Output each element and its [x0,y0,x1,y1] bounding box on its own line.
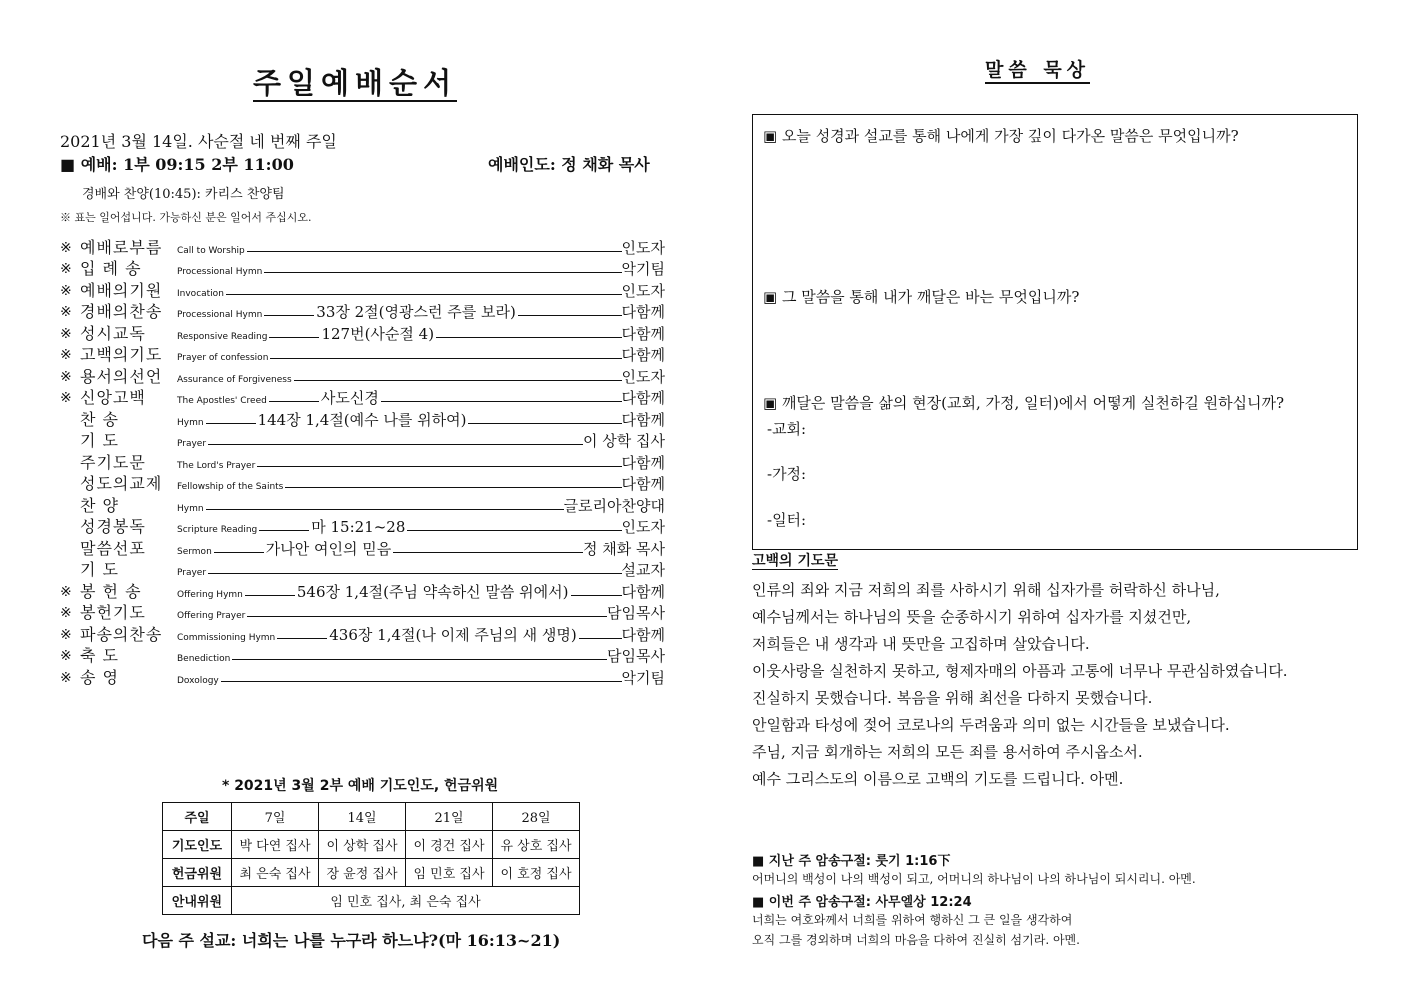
order-item-person: 인도자 [621,281,665,300]
leader-line [206,509,564,516]
order-item-person: 악기팀 [621,260,665,278]
worship-times: ■ 예배: 1부 09:15 2부 11:00 [60,155,294,174]
leader-line [264,302,621,322]
leader-line [247,251,622,258]
last-verse-text: 어머니의 백성이 나의 백성이 되고, 어머니의 하나님이 나의 하나님이 되시리니. 아멘. [752,872,1196,886]
date-line: 2021년 3월 14일. 사순절 네 번째 주일 [60,132,337,151]
table-row [163,831,580,859]
order-row [60,473,665,495]
order-item-person: 인도자 [621,238,665,257]
dotted-leader [208,444,583,445]
order-item-person: 담임목사 [607,604,665,622]
table-cell: 최 은숙 집사 [232,859,319,887]
dotted-leader [381,401,622,402]
leader-line [259,517,621,537]
table-header-cell: 14일 [319,803,406,831]
order-item-detail: 사도신경 [320,389,379,407]
leader-line [247,616,607,623]
order-item-english: Prayer [177,568,207,578]
order-item-person: 다함께 [621,303,665,321]
dotted-leader [245,595,295,596]
order-item-english: Fellowship of the Saints [177,482,284,492]
order-item-name: 봉 헌 송 [80,581,142,601]
order-item-person: 악기팀 [621,668,665,687]
order-row [60,236,665,258]
order-row [60,408,665,430]
table-cell: 임 민호 집사, 최 은숙 집사 [232,887,580,915]
dotted-leader [468,423,621,424]
standing-mark: ※ [60,583,72,600]
dotted-leader [264,272,621,273]
order-item-name: 찬 양 [80,495,119,515]
order-item-person: 다함께 [621,453,665,472]
dotted-leader [285,487,621,488]
order-item-english: Sermon [177,546,212,557]
confession-line: 인류의 죄와 지금 저희의 죄를 사하시기 위해 십자가를 허락하신 하나님, [752,581,1220,599]
dotted-leader [206,509,564,510]
order-item-english: Prayer [177,439,207,449]
dotted-leader [269,337,319,338]
order-row [60,580,665,602]
leader-line [208,573,621,580]
order-item-english: Hymn [177,503,204,514]
schedule-table [162,802,580,915]
standing-mark: ※ [60,261,72,277]
table-row-label: 안내위원 [163,887,232,915]
leader-line [277,625,621,645]
order-item-english: Assurance of Forgiveness [177,374,292,385]
page-title: 주일예배순서 [253,66,458,100]
confession-line: 이웃사랑을 실천하지 못하고, 형제자매의 아픔과 고통에 너무나 무관심하였습니다. [752,662,1288,680]
leader-line [206,410,622,430]
order-item-person: 정 채화 목사 [583,539,665,558]
order-item-name: 성도의교제 [80,474,163,493]
work-answer-label: -일터: [767,511,807,529]
order-item-person: 글로리아찬양대 [563,496,665,515]
order-item-english: Scripture Reading [177,525,258,535]
order-item-english: Prayer of confession [177,353,269,363]
leader-line [269,324,621,344]
order-item-name: 입 례 송 [80,259,142,278]
order-item-english: Hymn [177,417,204,428]
order-item-english: The Lord's Prayer [177,460,256,471]
order-row [60,344,665,366]
confession-line: 예수님께서는 하나님의 뜻을 순종하시기 위하여 십자가를 지셨건만, [752,608,1192,626]
order-item-name: 기 도 [80,431,119,450]
confession-title: 고백의 기도문 [752,553,839,569]
order-row [60,387,665,409]
table-header-cell: 주일 [163,803,232,831]
dotted-leader [214,552,264,553]
leader-line [294,380,622,387]
order-item-name: 기 도 [80,560,119,579]
table-cell: 이 상학 집사 [319,831,406,859]
meditation-box [752,114,1358,550]
dotted-leader [206,423,256,424]
leader-line [226,294,622,301]
order-item-person: 다함께 [621,625,665,644]
dotted-leader [257,466,621,467]
confession-line: 안일함과 타성에 젖어 코로나의 두려움과 의미 없는 시간들을 보냈습니다. [752,716,1230,734]
question-1: ▣ 오늘 성경과 설교를 통해 나에게 가장 깊이 다가온 말씀은 무엇입니까? [763,127,1239,145]
order-row [60,559,665,581]
order-item-detail: 가나안 여인의 믿음 [265,539,392,558]
standing-mark: ※ [60,282,72,299]
order-item-person: 인도자 [621,518,665,536]
order-item-english: Commissioning Hymn [177,632,276,643]
order-item-name: 고백의기도 [80,345,163,364]
order-item-name: 용서의선언 [80,366,163,386]
table-header-cell: 28일 [493,803,580,831]
standing-mark: ※ [60,304,72,320]
order-row [60,301,665,323]
table-row [163,859,580,887]
order-item-name: 성시교독 [80,323,146,343]
order-row [60,516,665,538]
order-item-person: 이 상학 집사 [583,432,665,450]
dotted-leader [270,358,621,359]
confession-line: 예수 그리스도의 이름으로 고백의 기도를 드립니다. 아멘. [752,770,1124,788]
order-item-person: 설교자 [621,561,665,579]
standing-note: ※ 표는 일어섭니다. 가능하신 분은 일어서 주십시오. [60,211,312,224]
order-row [60,279,665,301]
standing-mark: ※ [60,347,72,363]
order-item-detail: 546장 1,4절(주님 약속하신 말씀 위에서) [296,582,569,601]
table-row-label: 헌금위원 [163,859,232,887]
order-item-person: 담임목사 [607,647,665,665]
order-item-english: Processional Hymn [177,310,263,320]
order-item-person: 다함께 [621,346,665,364]
order-item-person: 인도자 [621,367,665,386]
order-row [60,494,665,516]
dotted-leader [259,530,309,531]
leader-line [232,659,607,666]
standing-mark: ※ [60,325,72,342]
home-answer-label: -가정: [767,465,807,483]
dotted-leader [436,337,621,338]
confession-line: 주님, 지금 회개하는 저희의 모든 죄를 용서하여 주시옵소서. [752,743,1143,761]
question-2: ▣ 그 말씀을 통해 내가 깨달은 바는 무엇입니까? [763,288,1080,306]
confession-line: 진실하지 못했습니다. 복음을 위해 최선을 다하지 못했습니다. [752,689,1153,707]
order-item-english: The Apostles' Creed [177,396,267,406]
standing-mark: ※ [60,648,72,664]
order-item-english: Invocation [177,288,224,299]
order-item-name: 예배로부름 [80,237,163,257]
order-row [60,645,665,667]
dotted-leader [221,681,622,682]
order-item-detail: 33장 2절(영광스런 주를 보라) [316,303,516,321]
confession-prayer [752,577,1288,793]
table-cell: 박 다연 집사 [232,831,319,859]
church-answer-label: -교회: [767,420,807,438]
order-row [60,623,665,645]
order-item-name: 경배의찬송 [80,302,163,321]
order-item-english: Processional Hymn [177,267,263,277]
leader-line [270,358,621,365]
order-item-name: 신앙고백 [80,388,146,407]
dotted-leader [579,638,622,639]
dotted-leader [393,552,583,553]
order-item-english: Doxology [177,675,219,686]
dotted-leader [277,638,327,639]
confession-line: 저희들은 내 생각과 내 뜻만을 고집하며 살았습니다. [752,635,1090,653]
dotted-leader [247,616,607,617]
dotted-leader [294,380,622,381]
order-item-person: 다함께 [621,324,665,343]
order-item-name: 말씀선포 [80,538,146,558]
order-row [60,537,665,559]
order-item-english: Offering Hymn [177,589,243,600]
standing-mark: ※ [60,390,72,406]
order-item-name: 주기도문 [80,452,146,472]
this-verse-text-2: 오직 그를 경외하며 너희의 마음을 다하여 진실히 섬기라. 아멘. [752,933,1080,947]
table-cell: 장 윤정 집사 [319,859,406,887]
this-verse-text-1: 너희는 여호와께서 너희를 위하여 행하신 그 큰 일을 생각하여 [752,913,1073,927]
table-row-label: 기도인도 [163,831,232,859]
order-item-english: Call to Worship [177,245,245,256]
order-item-person: 다함께 [621,410,665,429]
leader-line [221,681,622,688]
last-verse-heading: ■ 지난 주 암송구절: 룻기 1:16下 [752,854,951,869]
order-row [60,365,665,387]
dotted-leader [208,573,621,574]
standing-mark: ※ [60,605,72,621]
dotted-leader [518,315,622,316]
order-item-english: Benediction [177,654,231,664]
order-item-english: Responsive Reading [177,331,268,342]
dotted-leader [247,251,622,252]
table-row [163,887,580,915]
order-row [60,451,665,473]
leader-line [264,272,621,279]
this-verse-heading: ■ 이번 주 암송구절: 사무엘상 12:24 [752,895,972,910]
order-item-detail: 436장 1,4절(나 이제 주님의 새 생명) [329,625,577,644]
order-item-person: 다함께 [621,582,665,601]
leader-line [285,487,621,494]
order-row [60,322,665,344]
dotted-leader [264,315,314,316]
table-cell: 이 경건 집사 [406,831,493,859]
meditation-title: 말씀 묵상 [985,58,1090,84]
schedule-title: * 2021년 3월 2부 예배 기도인도, 헌금위원 [222,778,499,794]
order-item-detail: 127번(사순절 4) [321,324,435,343]
order-row [60,258,665,280]
standing-mark: ※ [60,669,72,686]
order-item-detail: 마 15:21~28 [311,518,406,536]
order-item-name: 성경봉독 [80,517,146,536]
question-3: ▣ 깨달은 말씀을 삶의 현장(교회, 가정, 일터)에서 어떻게 실천하길 원하십니까? [763,394,1285,412]
order-item-name: 축 도 [80,646,119,665]
order-row [60,666,665,688]
order-of-service [60,236,665,688]
order-item-name: 송 영 [80,667,119,687]
table-cell: 유 상호 집사 [493,831,580,859]
order-item-detail: 144장 1,4절(예수 나를 위하여) [257,410,467,429]
next-sermon: 다음 주 설교: 너희는 나를 누구라 하느냐?(마 16:13~21) [142,931,561,950]
table-cell: 임 민호 집사 [406,859,493,887]
order-item-person: 다함께 [621,389,665,407]
order-row [60,602,665,624]
dotted-leader [571,595,622,596]
standing-mark: ※ [60,239,72,256]
leader-line [257,466,621,473]
praise-line: 경배와 찬양(10:45): 카리스 찬양팀 [82,187,285,202]
table-header-cell: 21일 [406,803,493,831]
standing-mark: ※ [60,626,72,643]
dotted-leader [226,294,622,295]
table-cell: 이 호정 집사 [493,859,580,887]
order-item-name: 찬 송 [80,409,119,429]
order-item-person: 다함께 [621,475,665,493]
order-item-name: 예배의기원 [80,280,163,300]
standing-mark: ※ [60,368,72,385]
worship-leader: 예배인도: 정 채화 목사 [488,155,650,174]
order-item-name: 봉헌기도 [80,603,146,622]
leader-line [208,444,583,451]
leader-line [269,388,622,408]
table-row [163,803,580,831]
dotted-leader [269,401,319,402]
leader-line [245,582,622,602]
order-item-english: Offering Prayer [177,611,246,621]
order-item-name: 파송의찬송 [80,624,163,644]
dotted-leader [407,530,621,531]
leader-line [214,539,583,559]
table-header-cell: 7일 [232,803,319,831]
order-row [60,430,665,452]
dotted-leader [232,659,607,660]
